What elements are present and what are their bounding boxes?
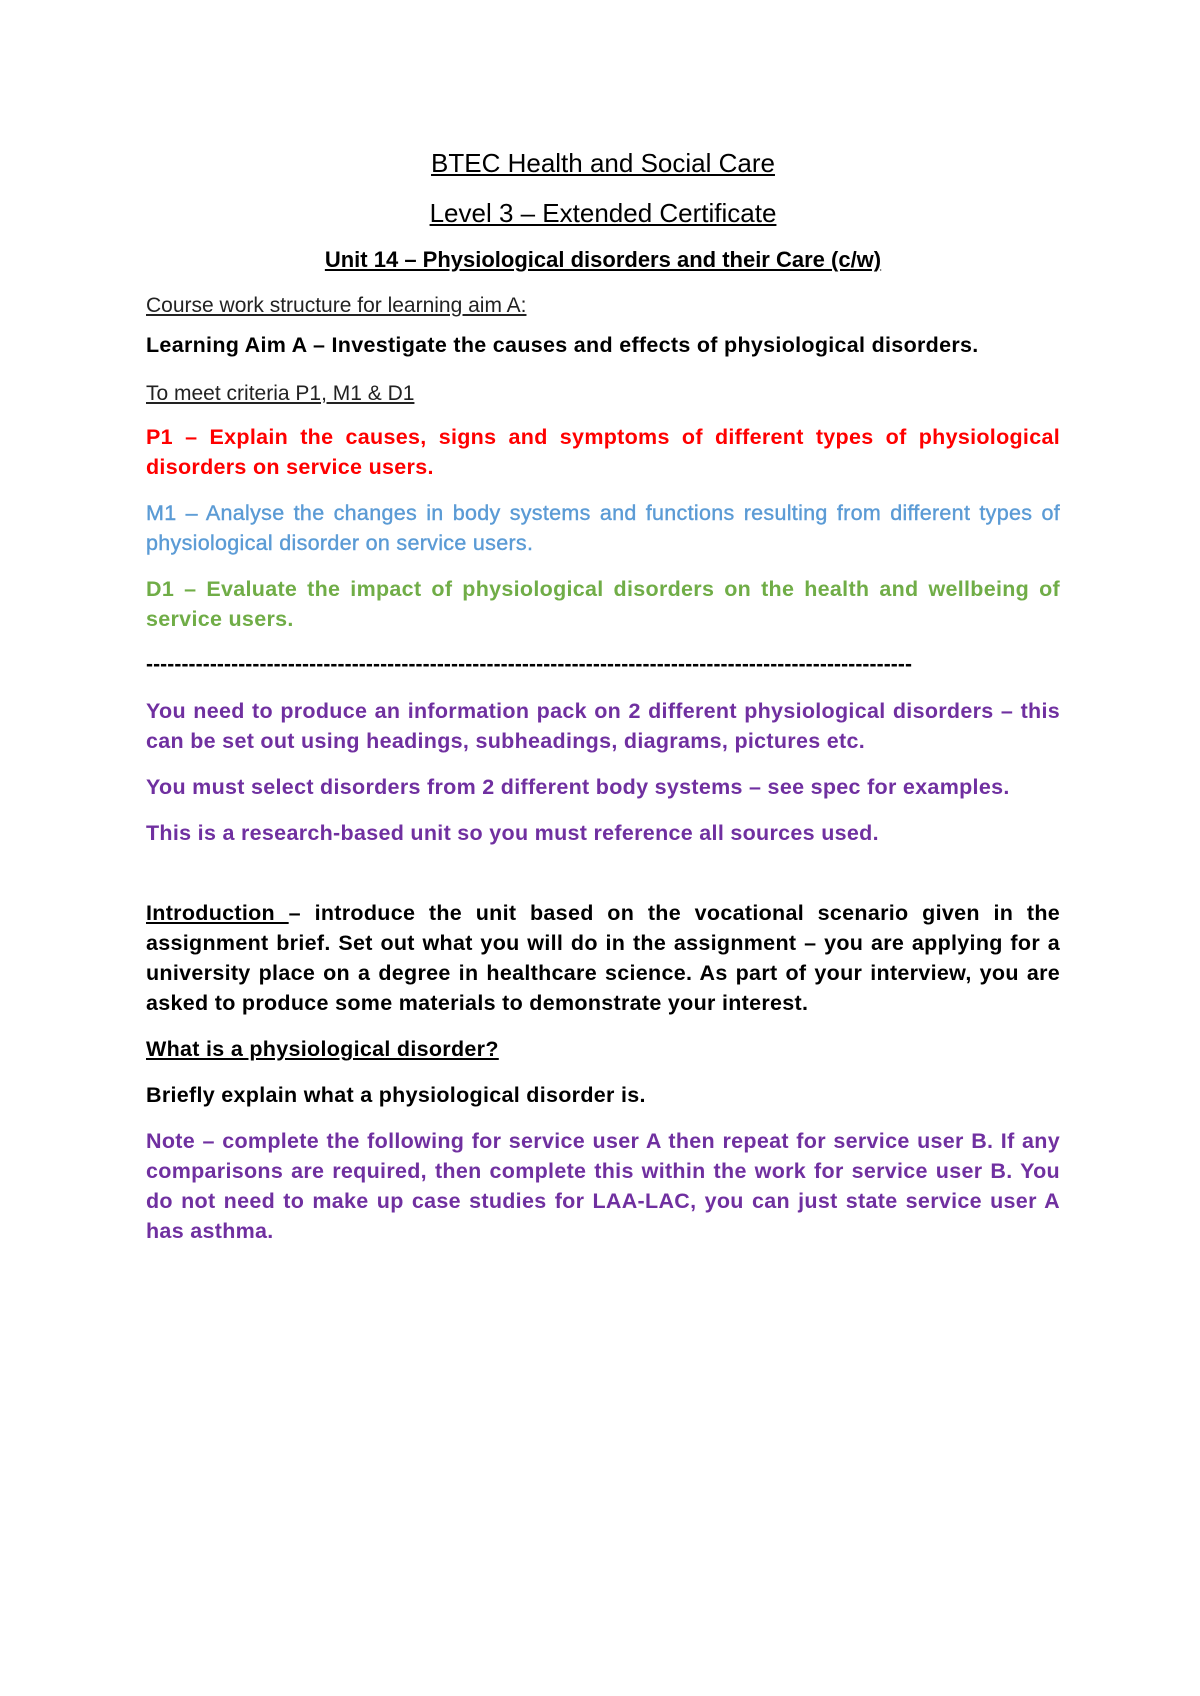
criterion-m1: M1 – Analyse the changes in body systems and functions resulting from different types of physiological disorder on service users.	[146, 501, 1060, 555]
structure-label: Course work structure for learning aim A:	[146, 294, 527, 317]
unit-title: Unit 14 – Physiological disorders and their Care (c/w)	[324, 247, 882, 272]
what-is-heading-line	[146, 1034, 1060, 1064]
instruction-pack: You need to produce an information pack on 2 different physiological disorders – this can be set out using headings, subheadings, diagrams, pictures etc.	[146, 699, 1060, 753]
document-content	[146, 138, 1060, 1246]
introduction-heading: Introduction	[146, 901, 289, 925]
criterion-p1: P1 – Explain the causes, signs and symptoms of different types of physiological disorders on service users.	[146, 425, 1060, 479]
instruction-select: You must select disorders from 2 different body systems – see spec for examples.	[146, 775, 1010, 799]
criterion-d1: D1 – Evaluate the impact of physiological disorders on the health and wellbeing of service users.	[146, 577, 1060, 631]
what-is-heading: What is a physiological disorder?	[146, 1037, 499, 1061]
introduction-paragraph	[146, 898, 1060, 1018]
document-title: BTEC Health and Social Care	[431, 148, 775, 178]
learning-aim: Learning Aim A – Investigate the causes and effects of physiological disorders.	[146, 333, 979, 357]
criteria-label: To meet criteria P1, M1 & D1	[146, 382, 415, 405]
introduction-text: – introduce the unit based on the vocational scenario given in the assignment brief. Set out what you will do in the assignment – you are applying for a university place on a degree in healthcare science. As part of your interview, you are asked to produce some materials to demonstrate your interest.	[146, 901, 1061, 1015]
what-is-text: Briefly explain what a physiological disorder is.	[146, 1083, 646, 1107]
document-subtitle: Level 3 – Extended Certificate	[429, 198, 777, 228]
divider-line: ------------------------------------------------------------------------------------------------------------	[146, 653, 913, 676]
instruction-research: This is a research-based unit so you must reference all sources used.	[146, 821, 879, 845]
note-paragraph: Note – complete the following for service user A then repeat for service user B. If any comparisons are required, then complete this within the work for service user B. You do not need to make up case studies for LAA-LAC, you can just state service user A has asthma.	[146, 1129, 1060, 1243]
